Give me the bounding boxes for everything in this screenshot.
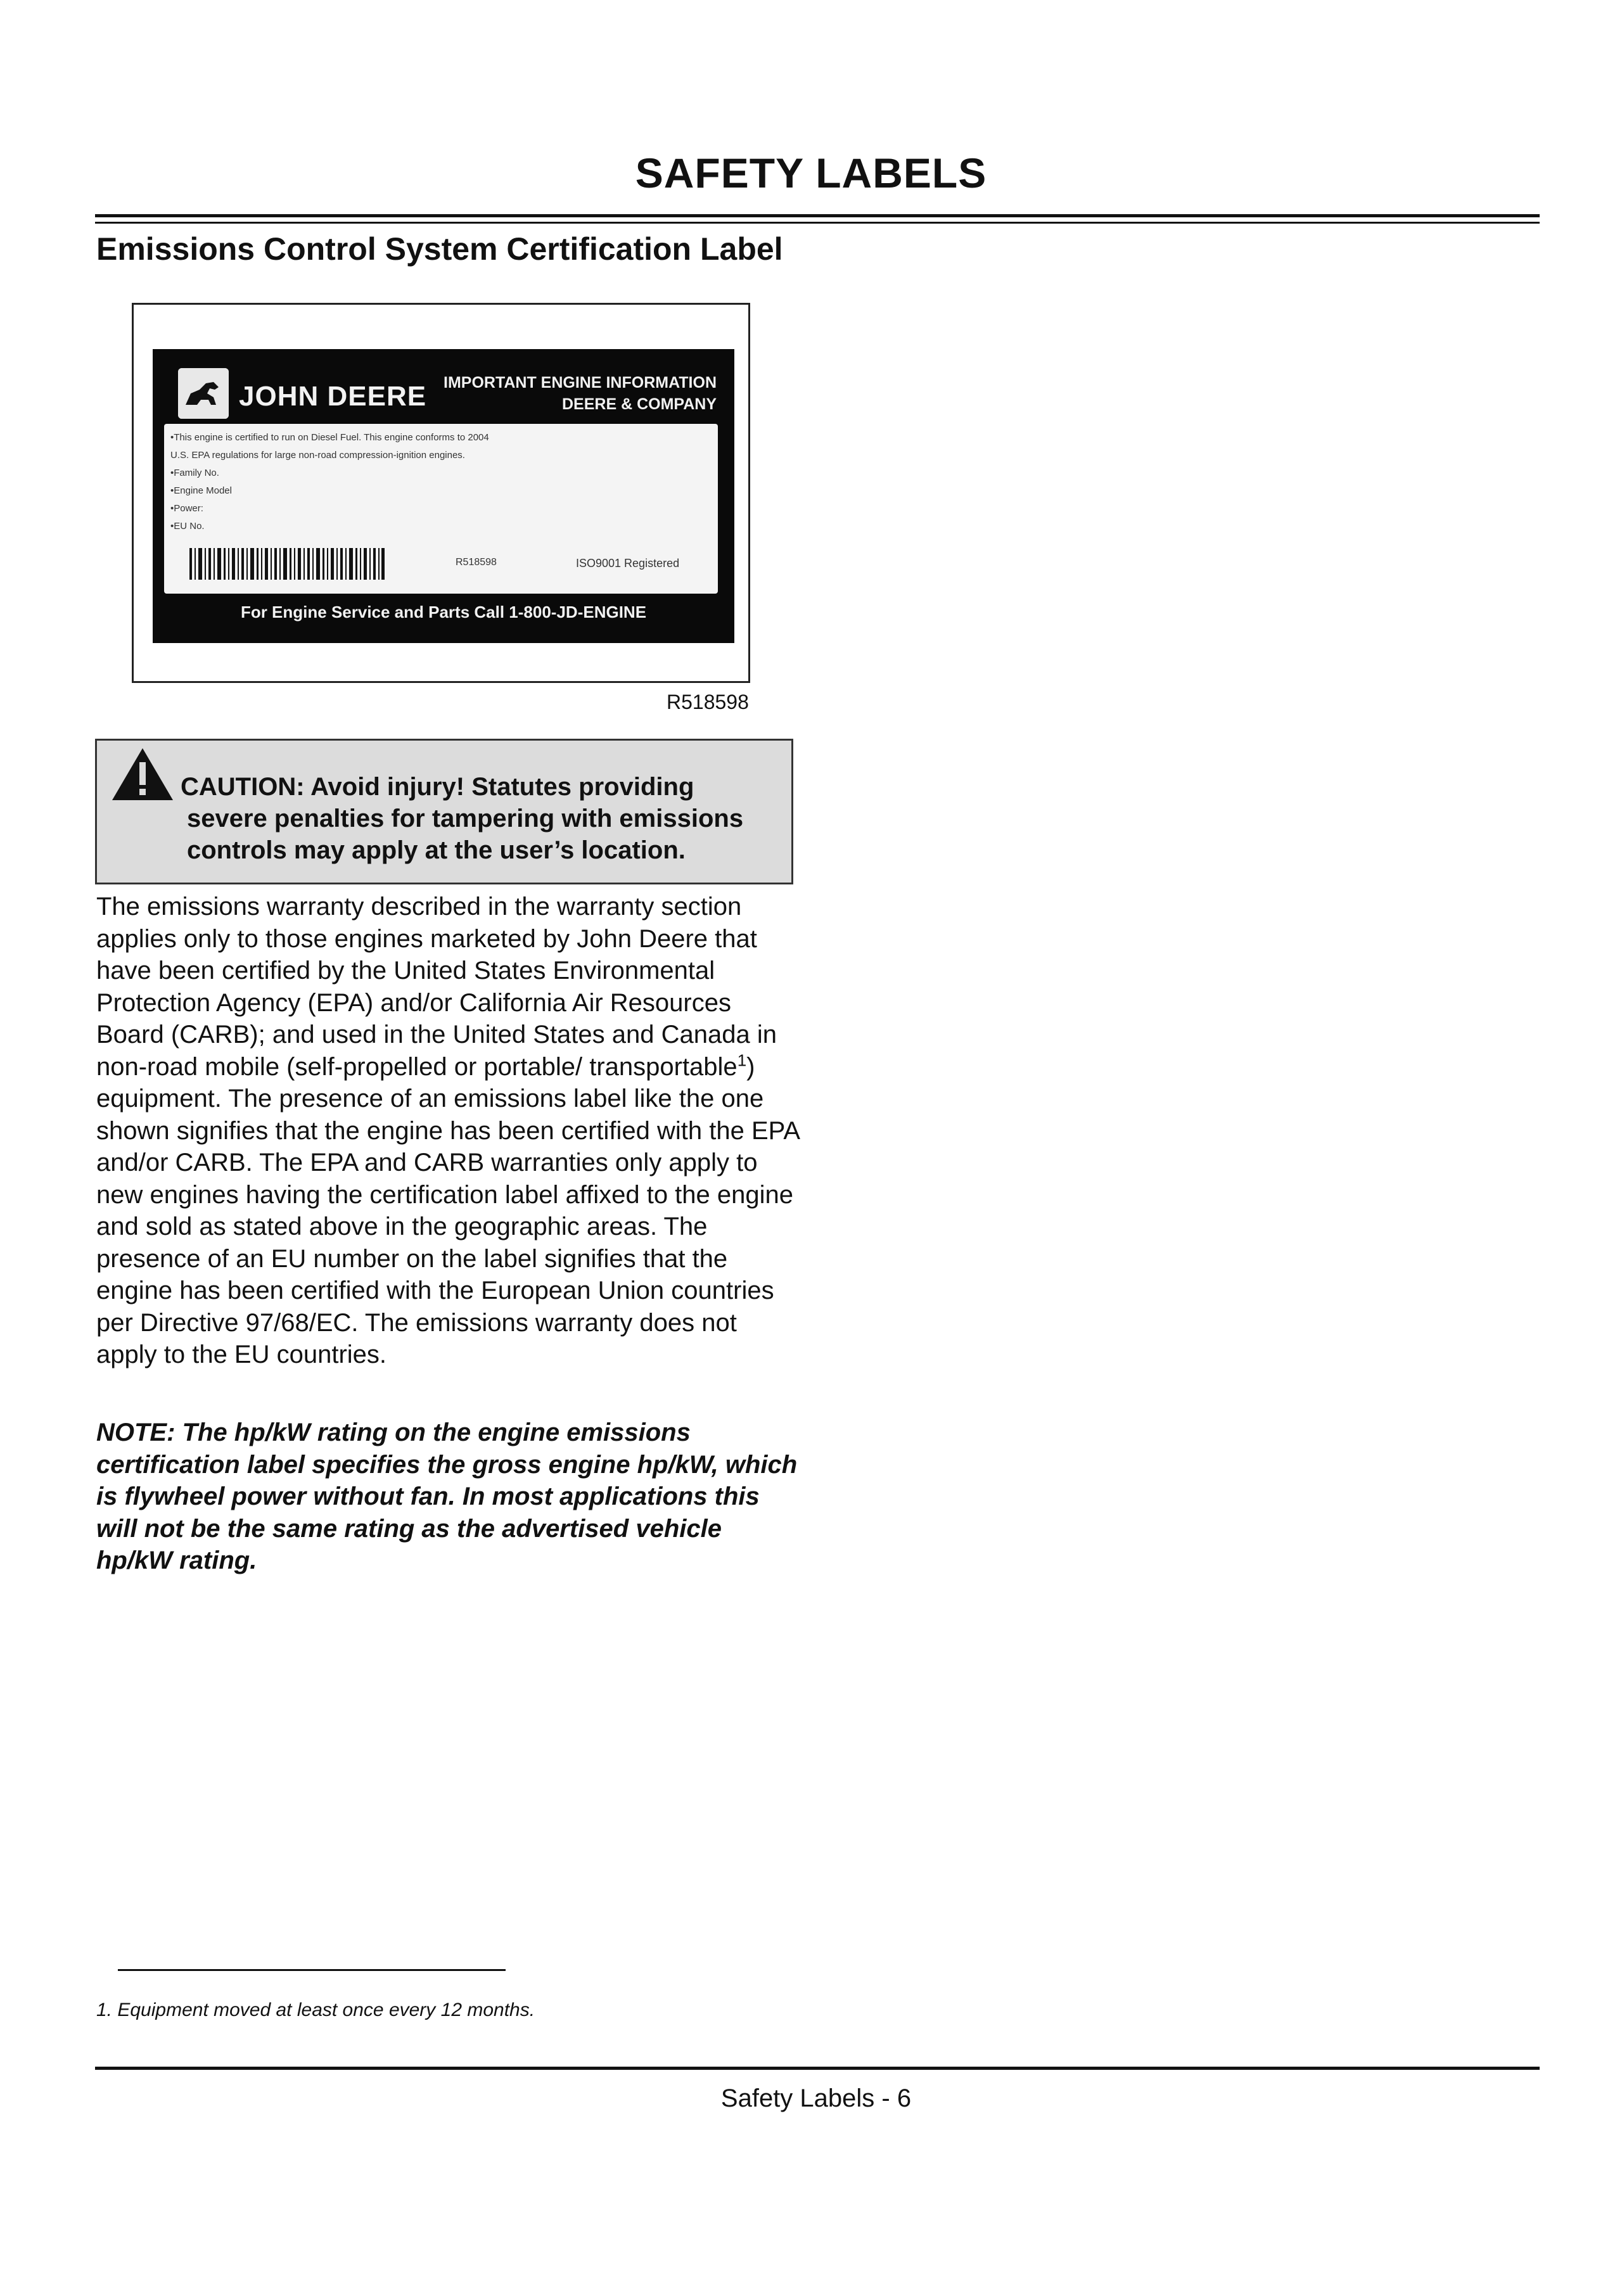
title-rule-top xyxy=(95,214,1540,217)
figure-caption: R518598 xyxy=(667,691,749,713)
label-info xyxy=(444,372,717,415)
title-rule-bottom xyxy=(95,222,1540,224)
caution-line: CAUTION: Avoid injury! Statutes providing xyxy=(181,773,694,801)
label-info-line1: IMPORTANT ENGINE INFORMATION xyxy=(444,374,717,392)
footer-rule xyxy=(95,2067,1540,2070)
page-footer: Safety Labels - 6 xyxy=(720,2084,912,2112)
label-info-line2: DEERE & COMPANY xyxy=(561,395,717,413)
label-footer: For Engine Service and Parts Call 1-800-JD-ENGINE xyxy=(240,603,647,622)
emissions-label-figure xyxy=(132,303,750,683)
label-iso: ISO9001 Registered xyxy=(576,557,680,570)
label-part-number: R518598 xyxy=(456,557,497,568)
footnote-rule xyxy=(118,1969,506,1971)
caution-box xyxy=(95,739,793,884)
footnote-reference: 1 xyxy=(737,1050,747,1070)
label-line: •Family No. xyxy=(170,468,219,478)
label-line: •Engine Model xyxy=(170,485,232,496)
label-line: •Power: xyxy=(170,503,203,514)
body-text-part: The emissions warranty described in the warranty section applies only to those engines marketed by John Deere that have been certified by the United States Environmental Protection Agency (EPA) and/or California Air Resources Board (CARB); and used in the United States and Canada in non-road mobile (self-propelled or portable/ transportable xyxy=(96,893,777,1081)
page-title: SAFETY LABELS xyxy=(635,150,987,196)
caution-text xyxy=(181,771,782,866)
label-line: U.S. EPA regulations for large non-road compression-ignition engines. xyxy=(170,450,465,461)
body-paragraph xyxy=(96,891,800,1371)
label-line: •This engine is certified to run on Diesel Fuel. This engine conforms to 2004 xyxy=(170,432,489,443)
label-lines xyxy=(170,429,489,535)
label-info-panel xyxy=(164,424,718,594)
body-text-part: ) equipment. The presence of an emissions label like the one shown signifies that the engine has been certified with the EPA and/or CARB. The EPA and CARB warranties only apply to new engines having the certification label affixed to the engine and sold as stated above in the geographic areas. The presence of an EU number on the label signifies that the engine has been certified with the European Union countries per Directive 97/68/EC. The emissions warranty does not apply to the EU countries. xyxy=(96,1052,799,1368)
label-brand: JOHN DEERE xyxy=(239,381,427,412)
barcode-icon xyxy=(189,548,385,580)
section-heading: Emissions Control System Certification Label xyxy=(96,231,783,267)
caution-line: controls may apply at the user’s location. xyxy=(187,836,686,864)
label-line: •EU No. xyxy=(170,521,205,532)
emissions-label-image xyxy=(153,349,734,643)
warning-triangle-icon xyxy=(110,746,176,803)
john-deere-logo-icon xyxy=(178,368,229,419)
caution-line: severe penalties for tampering with emissions xyxy=(187,805,744,832)
note-paragraph: NOTE: The hp/kW rating on the engine emissions certification label specifies the gross engine hp/kW, which is flywheel power without fan. In most applications this will not be the same rating as the advertised vehicle hp/kW rating. xyxy=(96,1419,798,1574)
footnote: 1. Equipment moved at least once every 12 months. xyxy=(96,1999,535,2020)
